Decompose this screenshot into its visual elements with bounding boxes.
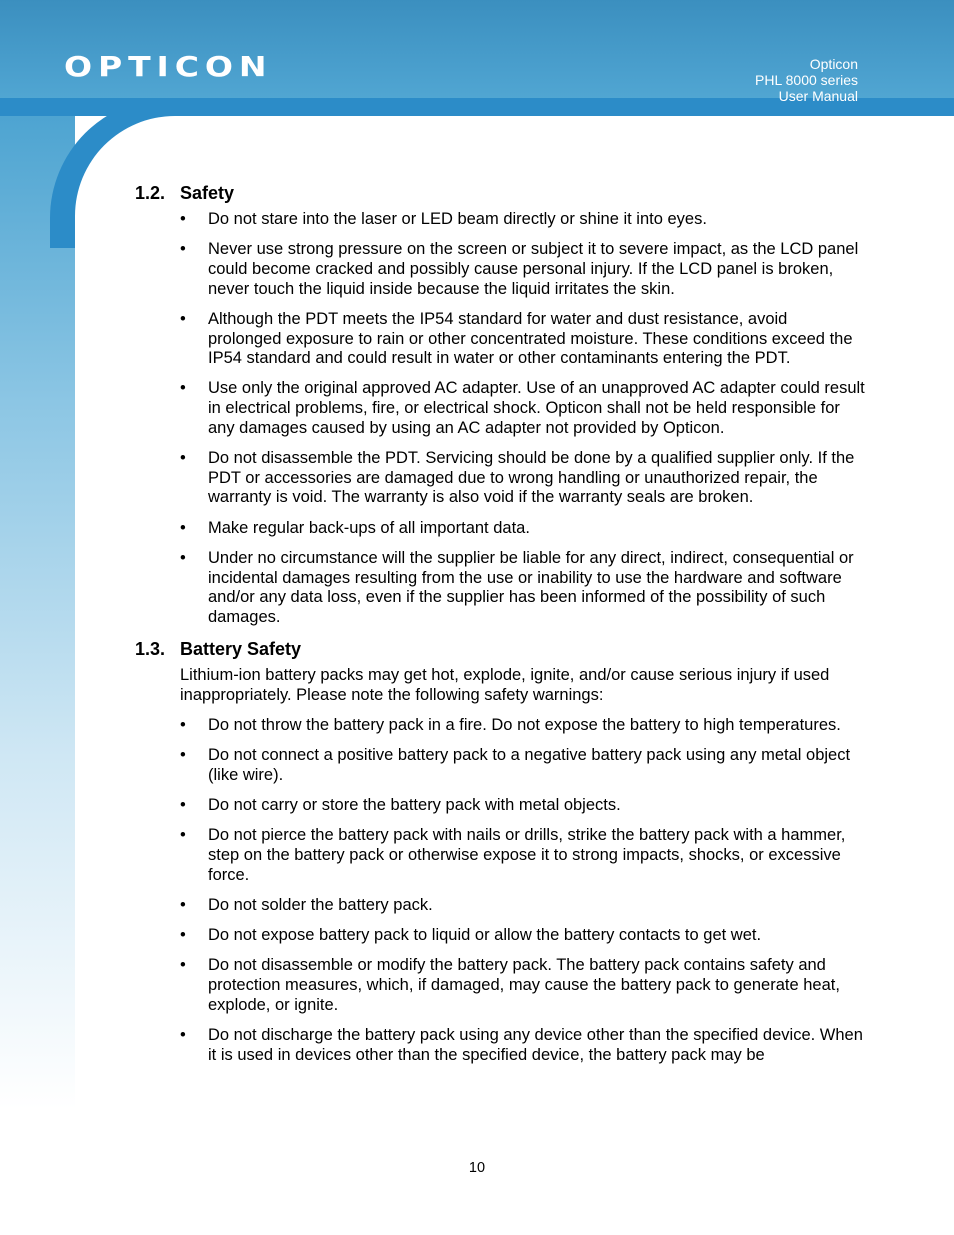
bullet-icon: • bbox=[180, 379, 186, 398]
bullet-icon: • bbox=[180, 210, 186, 228]
list-item bbox=[135, 716, 865, 736]
list-item-text: Do not solder the battery pack. bbox=[208, 895, 433, 914]
header-company: Opticon bbox=[809, 56, 858, 72]
section-title: Safety bbox=[180, 183, 235, 203]
left-decorative-band bbox=[0, 100, 75, 1110]
safety-list bbox=[135, 210, 865, 628]
battery-safety-list bbox=[135, 716, 865, 1065]
opticon-logo: OPTICON bbox=[64, 50, 273, 83]
list-item bbox=[135, 746, 865, 785]
list-item bbox=[135, 1026, 865, 1065]
list-item bbox=[135, 796, 865, 816]
section-intro: Lithium-ion battery packs may get hot, explode, ignite, and/or cause serious injury if used inappropriately. Please note the following safety warnings: bbox=[180, 666, 830, 704]
list-item bbox=[135, 449, 865, 508]
bullet-icon: • bbox=[180, 449, 186, 468]
list-item bbox=[135, 926, 865, 946]
page-number: 10 bbox=[468, 1160, 486, 1176]
list-item-text: Never use strong pressure on the screen or subject it to severe impact, as the LCD panel could become cracked and possibly cause personal injury. If the LCD panel is broken, never touch the liquid inside because the liquid irritates the skin. bbox=[208, 240, 859, 298]
list-item-text: Make regular back-ups of all important data. bbox=[208, 518, 530, 537]
list-item bbox=[135, 519, 865, 539]
list-item-text: Under no circumstance will the supplier be liable for any direct, indirect, consequential or incidental damages resulting from the use or inability to use the hardware and software and/or any data loss, even if the supplier has been informed of the possibility of such damages. bbox=[208, 548, 854, 626]
header-doc-type: User Manual bbox=[778, 88, 858, 104]
section-number: 1.2. bbox=[135, 183, 166, 203]
list-item-text: Do not disassemble or modify the battery pack. The battery pack contains safety and protection measures, which, if damaged, may cause the battery pack to generate heat, explode, or ignite. bbox=[208, 956, 840, 1014]
list-item-text: Do not stare into the laser or LED beam directly or shine it into eyes. bbox=[208, 210, 707, 228]
list-item-text: Use only the original approved AC adapter. Use of an unapproved AC adapter could result in electrical problems, fire, or electrical shock. Opticon shall not be held responsible for any damages caused by using an AC adapter not provided by Opticon. bbox=[208, 379, 865, 437]
list-item bbox=[135, 210, 865, 230]
bullet-icon: • bbox=[180, 716, 186, 735]
bullet-icon: • bbox=[180, 309, 186, 328]
list-item-text: Do not pierce the battery pack with nails or drills, strike the battery pack with a hammer, step on the battery pack or otherwise expose it to strong impacts, shocks, or excessive force. bbox=[208, 826, 846, 884]
section-title: Battery Safety bbox=[180, 639, 302, 660]
list-item bbox=[135, 826, 865, 885]
header-product: PHL 8000 series bbox=[755, 72, 858, 88]
list-item bbox=[135, 310, 865, 369]
section-heading-safety bbox=[135, 182, 865, 204]
bullet-icon: • bbox=[180, 796, 186, 815]
bullet-icon: • bbox=[180, 548, 186, 567]
list-item bbox=[135, 956, 865, 1015]
list-item-text: Do not carry or store the battery pack with metal objects. bbox=[208, 796, 621, 815]
list-item bbox=[135, 379, 865, 438]
list-item-text: Do not expose battery pack to liquid or allow the battery contacts to get wet. bbox=[208, 926, 762, 945]
bullet-icon: • bbox=[180, 956, 186, 975]
bullet-icon: • bbox=[180, 895, 186, 914]
bullet-icon: • bbox=[180, 240, 186, 259]
list-item bbox=[135, 896, 865, 916]
header-document-info bbox=[755, 56, 858, 104]
document-content bbox=[135, 182, 865, 1076]
list-item-text: Do not throw the battery pack in a fire. Do not expose the battery to high temperatures. bbox=[208, 716, 841, 735]
list-item-text: Although the PDT meets the IP54 standard for water and dust resistance, avoid prolonged exposure to rain or other concentrated moisture. These conditions exceed the IP54 standard and could result in water or other contaminants entering the PDT. bbox=[208, 309, 853, 368]
bullet-icon: • bbox=[180, 1026, 186, 1044]
list-item-text: Do not connect a positive battery pack to a negative battery pack using any metal object (like wire). bbox=[208, 746, 851, 784]
list-item-text: Do not discharge the battery pack using any device other than the specified device. When it is used in devices other than the specified device, the battery pack may be bbox=[208, 1026, 863, 1064]
bullet-icon: • bbox=[180, 826, 186, 845]
list-item bbox=[135, 549, 865, 628]
list-item bbox=[135, 240, 865, 299]
list-item-text: Do not disassemble the PDT. Servicing should be done by a qualified supplier only. If the PDT or accessories are damaged due to wrong handling or unauthorized repair, the warranty is void. The warranty is also void if the warranty seals are broken. bbox=[208, 449, 855, 507]
bullet-icon: • bbox=[180, 926, 186, 945]
section-number: 1.3. bbox=[135, 639, 166, 660]
section-heading-battery-safety bbox=[135, 638, 865, 660]
bullet-icon: • bbox=[180, 518, 186, 537]
bullet-icon: • bbox=[180, 746, 186, 765]
